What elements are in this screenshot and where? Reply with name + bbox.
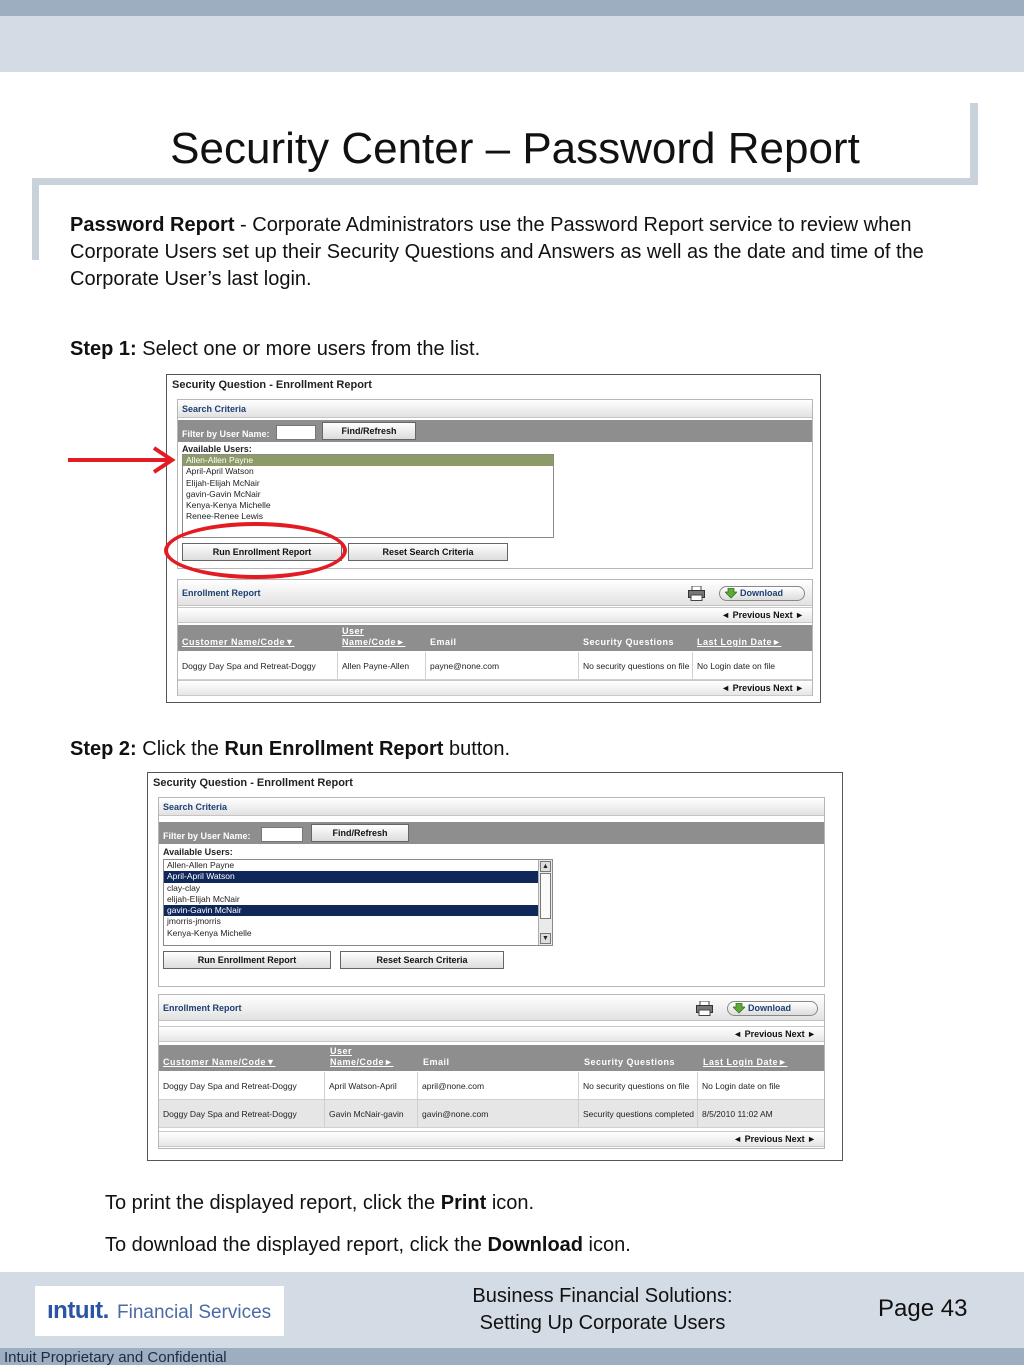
logo-brand: ıntuıt. [47,1297,109,1324]
page-title: Security Center – Password Report [170,124,860,173]
red-arrow-annotation [66,446,178,474]
cell-last-login: No Login date on file [702,1080,780,1091]
cell-email: april@none.com [418,1072,579,1099]
header-band [0,16,1024,72]
cell-email: payne@none.com [426,652,579,679]
page-number: Page 43 [878,1295,968,1322]
intro-bold: Password Report [70,214,235,236]
footer-title [430,1283,775,1337]
filter-input[interactable] [261,827,303,842]
intro-text: - Corporate Administrators use the Password Report service to review when Corporate Users set up their Security Questions and Answers as well as the date and time of the Corporate User’s last login. [70,214,924,290]
report-header [159,995,824,1021]
list-item[interactable]: gavin-Gavin McNair [186,488,261,499]
step2-text [70,736,950,763]
cell-user: Allen Payne-Allen [338,652,426,679]
title-frame-left [32,178,39,260]
list-item[interactable]: Allen-Allen Payne [183,455,553,466]
list-item[interactable]: gavin-Gavin McNair [164,905,538,916]
screenshot-step2 [147,772,843,1161]
download-before: To download the displayed report, click the [105,1234,488,1256]
list-item[interactable]: Renee-Renee Lewis [186,511,264,522]
download-button[interactable] [719,586,805,601]
cell-email: gavin@none.com [418,1100,579,1127]
top-band [0,0,1024,16]
table-row [159,1100,824,1128]
window-title: Security Question - Enrollment Report [153,777,353,789]
footer-line1: Business Financial Solutions: [472,1285,733,1307]
step1-instruction: Select one or more users from the list. [136,338,481,360]
step1-label: Step 1: [70,338,137,360]
print-instruction [105,1190,985,1217]
reset-search-criteria-button[interactable]: Reset Search Criteria [340,951,504,969]
print-before: To print the displayed report, click the [105,1192,441,1214]
filter-input[interactable] [276,425,316,440]
download-label: Download [740,588,783,598]
red-circle-annotation [164,522,347,579]
pager-top[interactable]: ◄ Previous Next ► [159,1026,824,1042]
print-icon[interactable] [696,1001,713,1016]
available-users-list[interactable] [163,859,553,946]
table-header [159,1045,824,1071]
col-security: Security Questions [583,637,675,647]
logo-subtitle: Financial Services [117,1302,272,1323]
col-customer[interactable]: Customer Name/Code▼ [182,637,295,647]
step2-label: Step 2: [70,738,137,760]
find-refresh-button[interactable]: Find/Refresh [311,824,409,842]
print-icon[interactable] [688,586,705,601]
pager-bottom[interactable]: ◄ Previous Next ► [178,680,812,696]
report-title: Enrollment Report [182,588,261,598]
table-header [178,625,812,651]
filter-bar [178,420,812,442]
title-frame-underline [32,178,978,185]
confidential-notice: Intuit Proprietary and Confidential [4,1349,227,1366]
footer-line2: Setting Up Corporate Users [479,1312,726,1334]
download-button[interactable] [727,1001,818,1016]
cell-customer: Doggy Day Spa and Retreat-Doggy [159,1100,325,1127]
table-row [178,652,812,680]
download-icon [733,1003,745,1014]
search-criteria-header: Search Criteria [178,400,812,418]
list-item[interactable]: April-April Watson [186,466,254,477]
col-customer[interactable]: Customer Name/Code▼ [163,1057,276,1067]
scroll-up-icon[interactable]: ▲ [540,861,551,872]
available-users-label: Available Users: [182,444,252,454]
list-item[interactable]: Allen-Allen Payne [167,860,235,870]
pager-top[interactable]: ◄ Previous Next ► [178,607,812,623]
cell-last-login: No Login date on file [697,660,775,671]
run-enrollment-report-button[interactable]: Run Enrollment Report [182,543,342,561]
scroll-down-icon[interactable]: ▼ [540,933,551,944]
cell-last-login: 8/5/2010 11:02 AM [702,1108,773,1119]
download-label: Download [748,1003,791,1013]
cell-user: April Watson-April [325,1072,418,1099]
step2-after: button. [443,738,511,760]
intuit-logo [35,1286,284,1336]
download-icon [725,588,737,599]
filter-label: Filter by User Name: [163,831,251,841]
available-users-label: Available Users: [163,847,233,857]
cell-security: No security questions on file [579,1072,698,1099]
cell-customer: Doggy Day Spa and Retreat-Doggy [159,1072,325,1099]
list-scrollbar[interactable] [538,860,552,945]
cell-customer: Doggy Day Spa and Retreat-Doggy [178,652,338,679]
col-user-line1[interactable]: User [342,626,365,636]
intro-paragraph [70,212,950,293]
report-title: Enrollment Report [163,1003,242,1013]
report-header [178,580,812,606]
search-criteria-panel [158,797,825,987]
download-instruction [105,1232,985,1259]
col-user-line2[interactable]: Name/Code► [342,637,406,647]
scroll-thumb[interactable] [540,873,551,919]
list-item[interactable]: clay-clay [167,882,201,893]
list-item[interactable]: Kenya-Kenya Michelle [186,500,271,511]
col-security: Security Questions [584,1057,676,1067]
cell-security: Security questions completed [579,1100,698,1127]
step2-bold: Run Enrollment Report [224,738,444,760]
window-title: Security Question - Enrollment Report [172,379,372,391]
filter-bar [159,822,824,844]
col-email: Email [423,1057,450,1067]
list-item[interactable]: April-April Watson [164,871,538,882]
print-after: icon. [486,1192,535,1214]
list-item[interactable]: elijah-Elijah McNair [167,893,240,904]
run-enrollment-report-button[interactable]: Run Enrollment Report [163,951,331,969]
step1-text [70,336,950,363]
print-bold: Print [440,1192,487,1214]
list-item[interactable]: Elijah-Elijah McNair [186,477,260,488]
list-item[interactable]: jmorris-jmorris [167,916,221,927]
cell-security: No security questions on file [579,652,693,679]
find-refresh-button[interactable]: Find/Refresh [322,422,416,440]
col-user-line2[interactable]: Name/Code► [330,1057,394,1067]
filter-label: Filter by User Name: [182,429,270,439]
list-item[interactable]: Kenya-Kenya Michelle [167,927,252,938]
pager-bottom[interactable]: ◄ Previous Next ► [159,1131,824,1147]
download-bold: Download [487,1234,583,1256]
enrollment-report-panel [158,994,825,1149]
search-criteria-header: Search Criteria [159,798,824,816]
enrollment-report-panel [177,579,813,696]
download-after: icon. [583,1234,631,1256]
reset-search-criteria-button[interactable]: Reset Search Criteria [348,543,508,561]
table-row [159,1072,824,1100]
cell-user: Gavin McNair-gavin [325,1100,418,1127]
col-email: Email [430,637,457,647]
col-user-line1[interactable]: User [330,1046,353,1056]
col-last-login[interactable]: Last Login Date► [703,1057,788,1067]
step2-before: Click the [136,738,225,760]
col-last-login[interactable]: Last Login Date► [697,637,782,647]
